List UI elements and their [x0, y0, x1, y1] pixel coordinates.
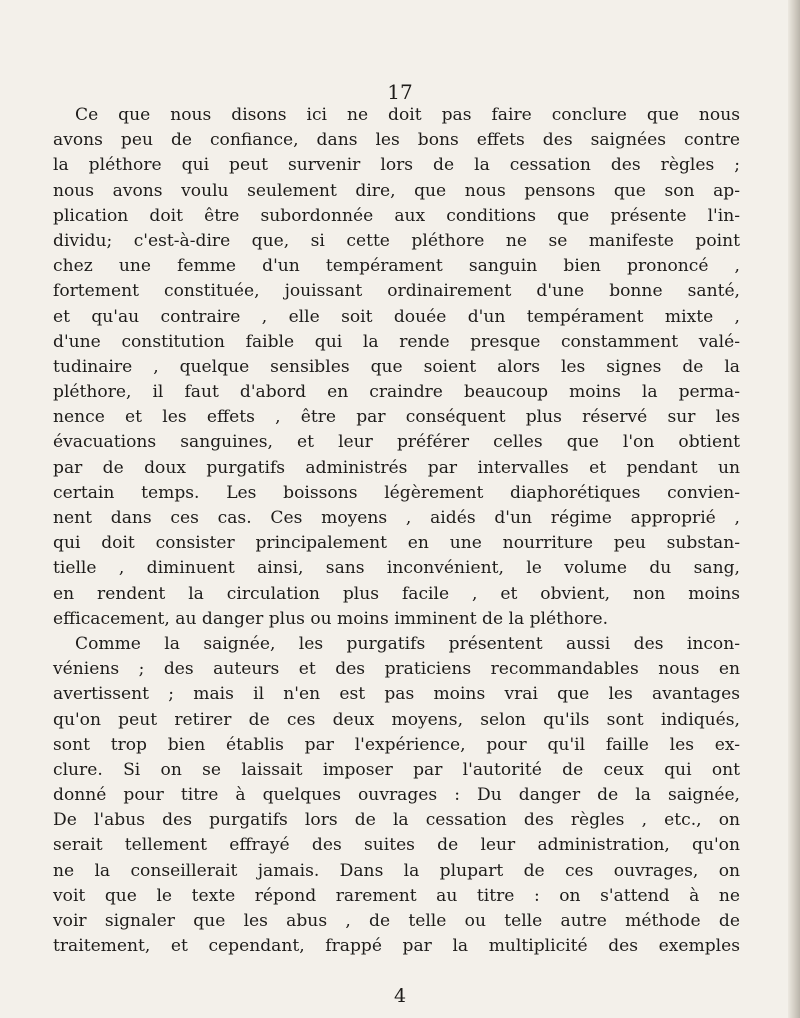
text-line: certain temps. Les boissons légèrement diaphorétiques convien-	[53, 482, 740, 503]
text-line: nent dans ces cas. Ces moyens , aidés d'un régime approprié ,	[53, 508, 740, 528]
text-line: tudinaire , quelque sensibles que soient alors les signes de la	[53, 356, 740, 377]
text-line: voit que le texte répond rarement au titre : on s'attend à ne	[53, 885, 740, 906]
text-line: évacuations sanguines, et leur préférer celles que l'on obtient	[53, 432, 740, 453]
text-line: nence et les effets , être par conséquent plus réservé sur les	[53, 407, 740, 428]
text-line: nous avons voulu seulement dire, que nous pensons que son ap-	[53, 180, 740, 201]
text-line: véniens ; des auteurs et des praticiens recommandables nous en	[53, 659, 740, 680]
text-line: tielle , diminuent ainsi, sans inconvénient, le volume du sang,	[53, 558, 740, 579]
text-line: Comme la saignée, les purgatifs présentent aussi des incon-	[75, 633, 740, 654]
text-line: d'une constitution faible qui la rende presque constamment valé-	[53, 331, 740, 352]
text-line: traitement, et cependant, frappé par la multiplicité des exemples	[53, 936, 740, 957]
page-edge-shadow	[788, 0, 800, 1018]
text-line: efficacement, au danger plus ou moins imminent de la pléthore.	[53, 608, 609, 629]
text-line: clure. Si on se laissait imposer par l'autorité de ceux qui ont	[53, 759, 740, 780]
text-line: chez une femme d'un tempérament sanguin bien prononcé ,	[53, 256, 740, 277]
text-line: la pléthore qui peut survenir lors de la cessation des règles ;	[53, 155, 740, 176]
text-line: sont trop bien établis par l'expérience, pour qu'il faille les ex-	[53, 734, 740, 755]
text-line: voir signaler que les abus , de telle ou telle autre méthode de	[53, 911, 740, 931]
page-number: 17	[387, 80, 413, 104]
text-line: fortement constituée, jouissant ordinairement d'une bonne santé,	[53, 281, 740, 302]
text-line: en rendent la circulation plus facile , et obvient, non moins	[53, 583, 740, 604]
text-line: avons peu de confiance, dans les bons effets des saignées contre	[53, 130, 740, 151]
text-line: ne la conseillerait jamais. Dans la plupart de ces ouvrages, on	[53, 860, 740, 881]
body-text	[53, 103, 740, 959]
text-line: Ce que nous disons ici ne doit pas faire conclure que nous	[75, 105, 740, 125]
signature-mark: 4	[393, 985, 407, 1007]
text-line: par de doux purgatifs administrés par intervalles et pendant un	[53, 457, 740, 478]
text-line: De l'abus des purgatifs lors de la cessation des règles , etc., on	[53, 810, 740, 831]
text-line: qu'on peut retirer de ces deux moyens, selon qu'ils sont indiqués,	[53, 709, 740, 730]
text-line: serait tellement effrayé des suites de leur administration, qu'on	[53, 835, 740, 856]
text-line: pléthore, il faut d'abord en craindre beaucoup moins la perma-	[53, 382, 740, 403]
text-line: dividu; c'est-à-dire que, si cette pléthore ne se manifeste point	[53, 230, 740, 251]
text-line: et qu'au contraire , elle soit douée d'un tempérament mixte ,	[53, 306, 740, 327]
text-line: qui doit consister principalement en une nourriture peu substan-	[53, 533, 740, 554]
text-line: avertissent ; mais il n'en est pas moins vrai que les avantages	[53, 684, 740, 705]
text-line: donné pour titre à quelques ouvrages : Du danger de la saignée,	[53, 785, 740, 806]
text-line: plication doit être subordonnée aux conditions que présente l'in-	[53, 205, 740, 226]
